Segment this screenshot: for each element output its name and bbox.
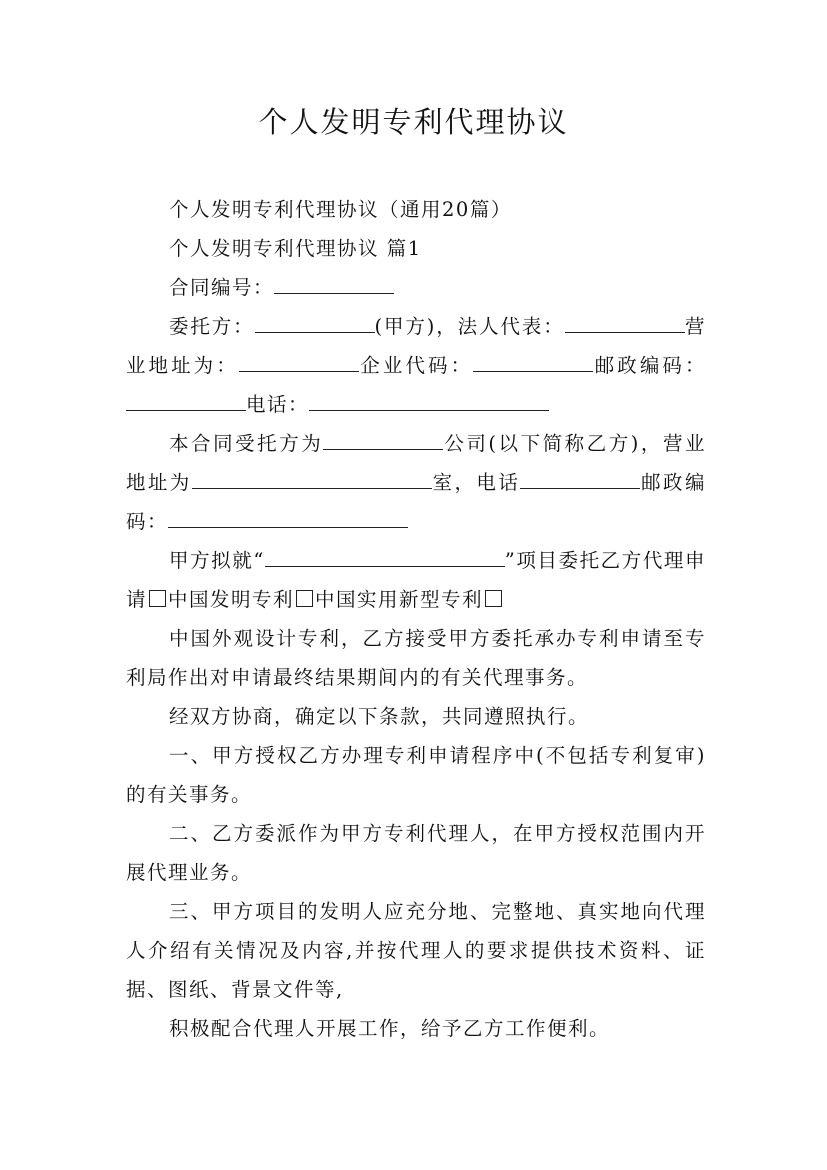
clause-3-continued: 积极配合代理人开展工作，给予乙方工作便利。 <box>169 1017 611 1040</box>
contract-number-label: 合同编号： <box>169 276 275 299</box>
client-code-label: 企业代码： <box>358 354 474 377</box>
client-role-text: (甲方)，法人代表： <box>374 315 565 338</box>
client-postcode-label: 邮政编码： <box>593 354 706 377</box>
legal-rep-blank[interactable] <box>565 312 685 333</box>
agent-mid-text: 公司(以下简称乙方)，营业地址为 <box>126 432 706 494</box>
client-paragraph <box>126 307 706 424</box>
client-code-blank[interactable] <box>473 351 593 372</box>
client-label: 委托方： <box>169 315 255 338</box>
client-name-blank[interactable] <box>255 312 375 333</box>
client-address-blank[interactable] <box>239 351 359 372</box>
clause-3: 三、甲方项目的发明人应充分地、完整地、真实地向代理人介绍有关情况及内容,并按代理人的要求提供技术资料、证据、图纸、背景文件等, <box>126 900 706 1001</box>
option-invention-label: 中国发明专利 <box>168 588 295 611</box>
option-utility-model-label: 中国实用新型专利 <box>315 588 484 611</box>
project-name-blank[interactable] <box>265 546 505 567</box>
agent-name-blank[interactable] <box>323 429 443 450</box>
paragraph-agreement: 经双方协商，确定以下条款，共同遵照执行。 <box>169 705 590 728</box>
client-postcode-blank[interactable] <box>126 390 246 411</box>
checkbox-design[interactable] <box>485 590 502 607</box>
agent-phone-blank[interactable] <box>520 468 640 489</box>
client-phone-label: 电话： <box>246 393 310 416</box>
part-heading: 个人发明专利代理协议 篇1 <box>169 237 422 260</box>
document-body <box>126 190 706 1048</box>
entrust-prefix: 甲方拟就“ <box>169 549 265 572</box>
contract-number-line <box>126 268 706 307</box>
agent-postcode-label: 邮政编码： <box>126 471 706 533</box>
entrust-paragraph <box>126 541 706 619</box>
agent-postcode-blank[interactable] <box>168 507 408 528</box>
clause-2: 二、乙方委派作为甲方专利代理人，在甲方授权范围内开展代理业务。 <box>126 822 706 884</box>
agent-address-blank[interactable] <box>192 468 432 489</box>
client-phone-blank[interactable] <box>309 390 549 411</box>
agent-paragraph <box>126 424 706 541</box>
checkbox-invention[interactable] <box>149 590 166 607</box>
subtitle: 个人发明专利代理协议（通用20篇） <box>169 198 512 221</box>
document-title: 个人发明专利代理协议 <box>258 105 569 139</box>
client-address-label: 营业地址为： <box>126 315 706 377</box>
checkbox-utility-model[interactable] <box>296 590 313 607</box>
agent-prefix: 本合同受托方为 <box>169 432 324 455</box>
paragraph-design-patent: 中国外观设计专利，乙方接受甲方委托承办专利申请至专利局作出对申请最终结果期间内的有关代理事务。 <box>126 627 706 689</box>
clause-1: 一、甲方授权乙方办理专利申请程序中(不包括专利复审)的有关事务。 <box>126 744 706 806</box>
agent-room-text: 室，电话 <box>431 471 521 494</box>
contract-number-blank[interactable] <box>274 273 394 294</box>
entrust-suffix: ”项目委托乙方代理申请 <box>126 549 706 611</box>
